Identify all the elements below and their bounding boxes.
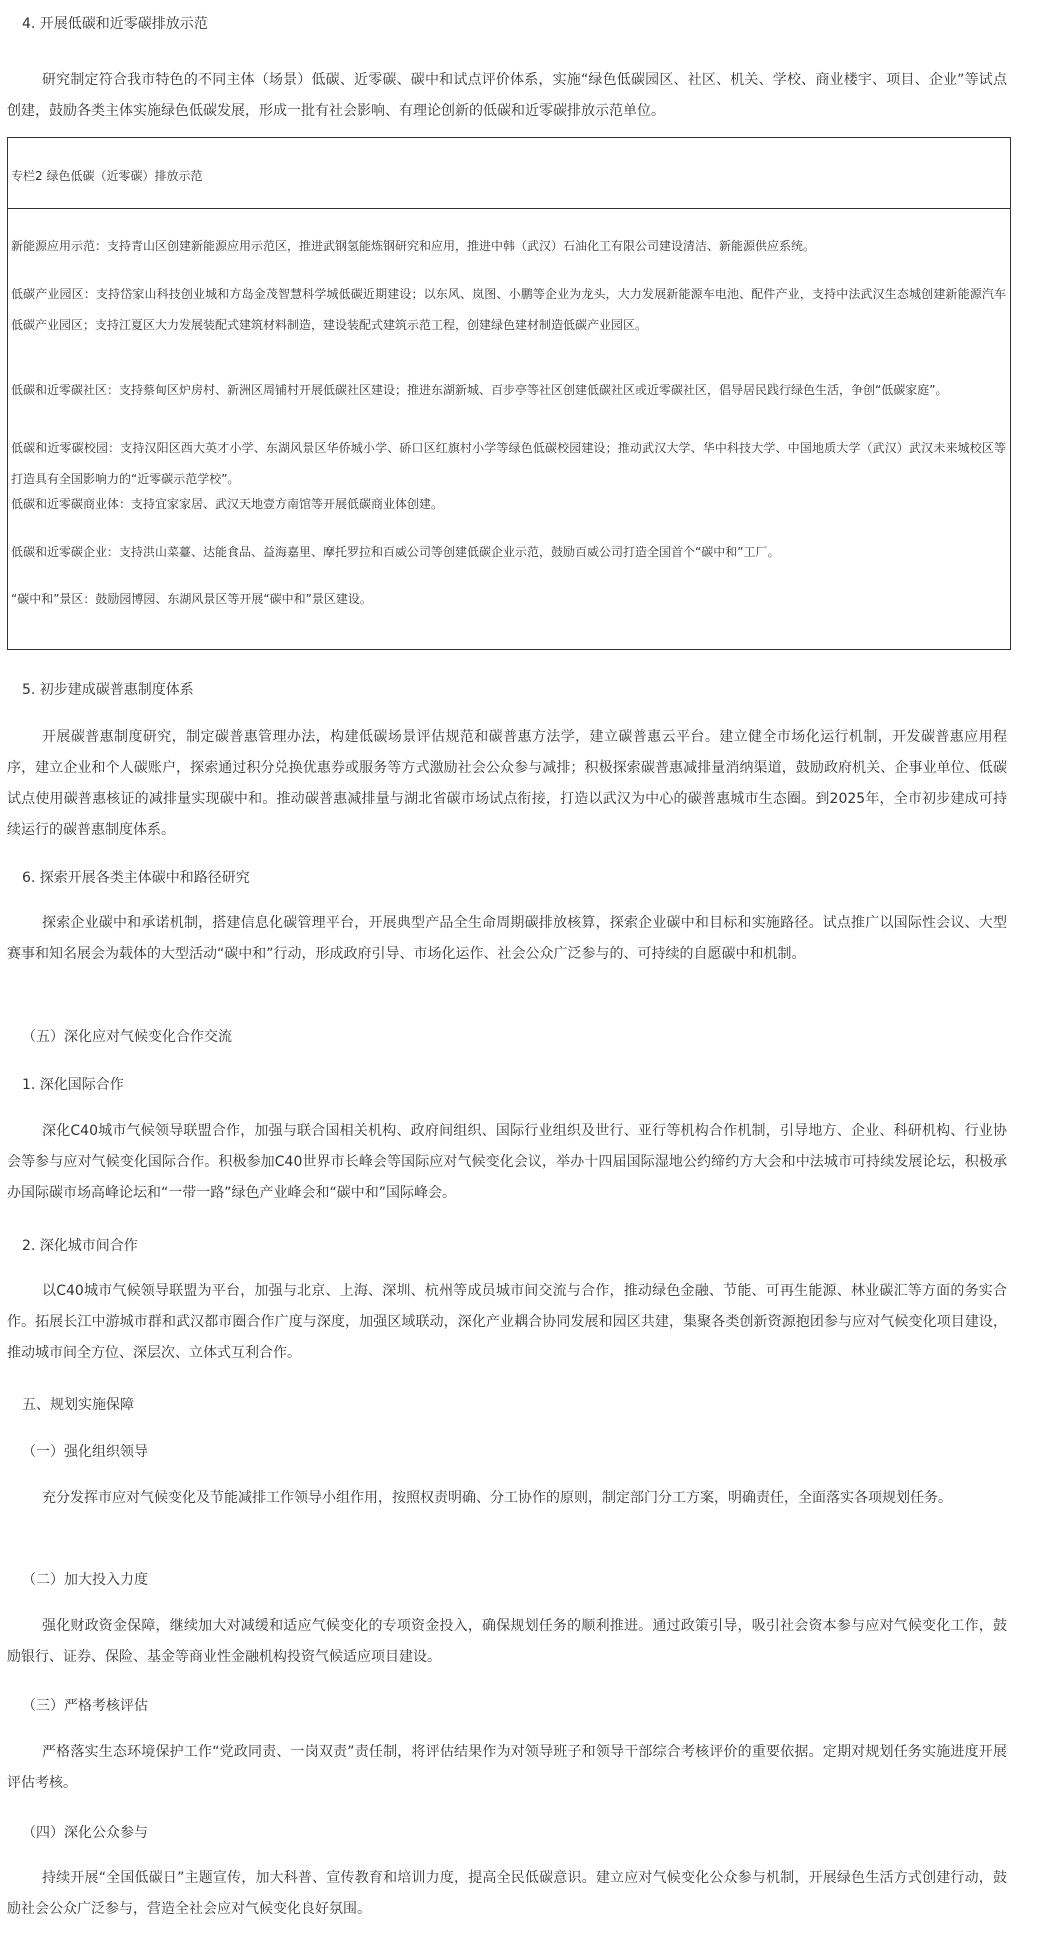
subsection-heading-cooperation: （五）深化应对气候变化合作交流 <box>22 1029 232 1045</box>
heading-organization: （一）强化组织领导 <box>22 1444 148 1460</box>
section-body-4: 研究制定符合我市特色的不同主体（场景）低碳、近零碳、碳中和试点评价体系，实施“绿色低碳园区、社区、机关、学校、商业楼宇、项目、企业”等试点创建，鼓励各类主体实施绿色低碳发展，形成一批有社会影响、有理论创新的低碳和近零碳排放示范单位。 <box>7 72 1007 119</box>
column-box-item: 低碳和近零碳校园：支持汉阳区西大英才小学、东湖风景区华侨城小学、硚口区红旗村小学等绿色低碳校园建设；推动武汉大学、华中科技大学、中国地质大学（武汉）武汉未来城校区等打造具有全国影响力的“近零碳示范学校”。 <box>11 441 1006 486</box>
heading-intercity-cooperation: 2. 深化城市间合作 <box>22 1238 138 1254</box>
chapter-heading-implementation: 五、规划实施保障 <box>22 1397 134 1413</box>
body-assessment: 严格落实生态环境保护工作“党政同责、一岗双责”责任制，将评估结果作为对领导班子和领导干部综合考核评价的重要依据。定期对规划任务实施进度开展评估考核。 <box>7 1744 1007 1791</box>
body-intercity-cooperation: 以C40城市气候领导联盟为平台，加强与北京、上海、深圳、杭州等成员城市间交流与合作，推动绿色金融、节能、可再生能源、林业碳汇等方面的务实合作。拓展长江中游城市群和武汉都市圈合作广度与深度，加强区域联动，深化产业耦合协同发展和园区共建，集聚各类创新资源抱团参与应对气候变化项目建设，推动城市间全方位、深层次、立体式互利合作。 <box>7 1283 1007 1361</box>
column-box-item: 低碳和近零碳企业：支持洪山菜薹、达能食品、益海嘉里、摩托罗拉和百威公司等创建低碳企业示范，鼓励百威公司打造全国首个“碳中和”工厂。 <box>11 545 780 559</box>
column-box-green-low-carbon <box>7 137 1011 650</box>
section-heading-5: 5. 初步建成碳普惠制度体系 <box>22 682 194 698</box>
column-box-header <box>8 138 1010 209</box>
body-investment: 强化财政资金保障，继续加大对减缓和适应气候变化的专项资金投入，确保规划任务的顺利推进。通过政策引导，吸引社会资本参与应对气候变化工作，鼓励银行、证券、保险、基金等商业性金融机构投资气候适应项目建设。 <box>7 1618 1007 1665</box>
column-box-item: “碳中和”景区：鼓励园博园、东湖风景区等开展“碳中和”景区建设。 <box>11 592 372 606</box>
section-body-5: 开展碳普惠制度研究，制定碳普惠管理办法，构建低碳场景评估规范和碳普惠方法学，建立碳普惠云平台。建立健全市场化运行机制，开发碳普惠应用程序，建立企业和个人碳账户，探索通过积分兑换优惠券或服务等方式激励社会公众参与减排；积极探索碳普惠减排量消纳渠道，鼓励政府机关、企事业单位、低碳试点使用碳普惠核证的减排量实现碳中和。推动碳普惠减排量与湖北省碳市场试点衔接，打造以武汉为中心的碳普惠城市生态圈。到2025年，全市初步建成可持续运行的碳普惠制度体系。 <box>7 729 1007 838</box>
heading-international-cooperation: 1. 深化国际合作 <box>22 1077 124 1093</box>
body-public-participation: 持续开展“全国低碳日”主题宣传，加大科普、宣传教育和培训力度，提高全民低碳意识。建立应对气候变化公众参与机制，开展绿色生活方式创建行动，鼓励社会公众广泛参与，营造全社会应对气候变化良好氛围。 <box>7 1870 1007 1917</box>
section-heading-6: 6. 探索开展各类主体碳中和路径研究 <box>22 870 250 886</box>
column-box-item: 低碳和近零碳社区：支持蔡甸区炉房村、新洲区周铺村开展低碳社区建设；推进东湖新城、百步亭等社区创建低碳社区或近零碳社区，倡导居民践行绿色生活，争创“低碳家庭”。 <box>11 383 948 397</box>
column-box-item: 低碳和近零碳商业体：支持宜家家居、武汉天地壹方南馆等开展低碳商业体创建。 <box>11 497 444 511</box>
body-organization: 充分发挥市应对气候变化及节能减排工作领导小组作用，按照权责明确、分工协作的原则，制定部门分工方案，明确责任，全面落实各项规划任务。 <box>42 1490 952 1506</box>
body-international-cooperation: 深化C40城市气候领导联盟合作，加强与联合国相关机构、政府间组织、国际行业组织及世行、亚行等机构合作机制，引导地方、企业、科研机构、行业协会等参与应对气候变化国际合作。积极参加C40世界市长峰会等国际应对气候变化会议，举办十四届国际湿地公约缔约方大会和中法城市可持续发展论坛，积极承办国际碳市场高峰论坛和“一带一路”绿色产业峰会和“碳中和”国际峰会。 <box>7 1123 1007 1201</box>
heading-assessment: （三）严格考核评估 <box>22 1698 148 1714</box>
section-body-6: 探索企业碳中和承诺机制，搭建信息化碳管理平台，开展典型产品全生命周期碳排放核算，探索企业碳中和目标和实施路径。试点推广以国际性会议、大型赛事和知名展会为载体的大型活动“碳中和”行动，形成政府引导、市场化运作、社会公众广泛参与的、可持续的自愿碳中和机制。 <box>7 915 1007 962</box>
section-heading-4: 4. 开展低碳和近零碳排放示范 <box>22 16 208 32</box>
column-box-item: 新能源应用示范：支持青山区创建新能源应用示范区，推进武钢氢能炼钢研究和应用，推进中韩（武汉）石油化工有限公司建设清洁、新能源供应系统。 <box>11 239 816 253</box>
column-box-item: 低碳产业园区：支持岱家山科技创业城和方岛金茂智慧科学城低碳近期建设；以东风、岚图、小鹏等企业为龙头，大力发展新能源车电池、配件产业，支持中法武汉生态城创建新能源汽车低碳产业园区；支持江夏区大力发展装配式建筑材料制造，建设装配式建筑示范工程，创建绿色建材制造低碳产业园区。 <box>11 287 1006 332</box>
column-box-title: 专栏2 绿色低碳（近零碳）排放示范 <box>11 169 203 183</box>
heading-investment: （二）加大投入力度 <box>22 1572 148 1588</box>
heading-public-participation: （四）深化公众参与 <box>22 1825 148 1841</box>
